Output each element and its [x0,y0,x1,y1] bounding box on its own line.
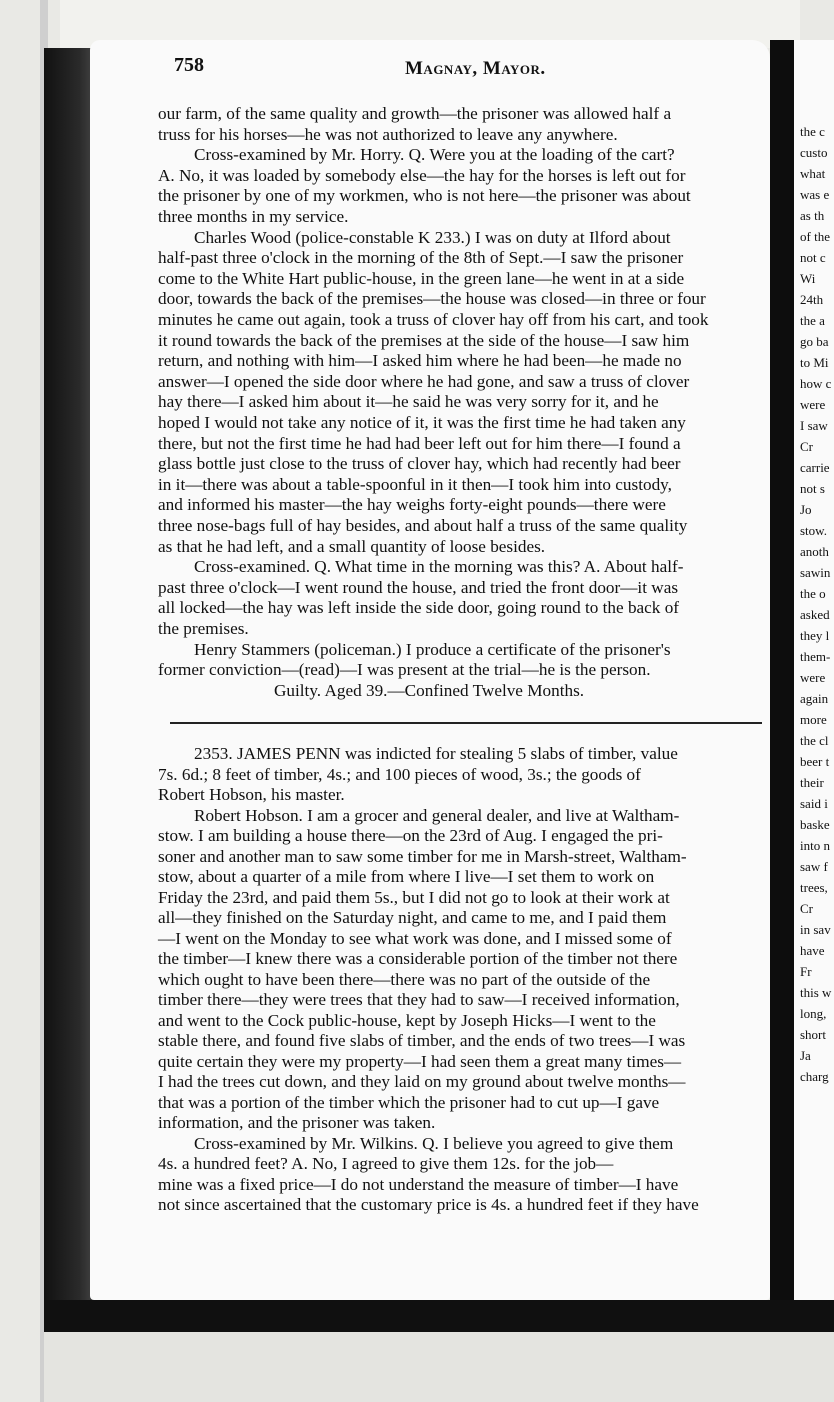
text-line: 2353. JAMES PENN was indicted for stealing 5 slabs of timber, value [194,744,678,763]
text-line: glass bottle just close to the truss of clover hay, which had recently had beer [158,454,681,474]
facing-page-line: charg [800,1069,829,1084]
facing-page-line: the o [800,586,826,601]
facing-page-line: saw f [800,859,828,874]
facing-page-line: not s [800,481,825,496]
facing-page-line: asked [800,607,830,622]
facing-page-line: sawin [800,565,831,580]
facing-page-line: Ja [800,1048,811,1063]
text-line: —I went on the Monday to see what work was done, and I missed some of [158,928,672,948]
text-line: stow. I am building a house there—on the 23rd of Aug. I engaged the pri- [158,826,663,845]
text-line: three nose-bags full of hay besides, and about half a truss of the same quality [158,516,688,535]
facing-page-line: into n [800,838,830,853]
facing-page-line: Wi [800,271,816,286]
facing-page-line: baske [800,817,830,832]
text-line: past three o'clock—I went round the house, and tried the front door—it was [158,577,679,597]
text-line: Robert Hobson, his master. [158,785,345,804]
facing-page-line: how c [800,376,832,391]
text-line: it round towards the back of the premises at the side of the house—I saw him [158,330,690,350]
text-line: Guilty. Aged 39.—Confined Twelve Months. [274,680,585,700]
text-line: all locked—the hay was left inside the side door, going round to the back of [158,598,680,618]
section-divider [170,722,762,724]
text-line: A. No, it was loaded by somebody else—the hay for the horses is left out for [158,165,686,185]
text-line: as that he had left, and a small quantity of loose besides. [158,536,546,556]
text-line: come to the White Hart public-house, in the green lane—he went in at a side [158,268,685,288]
scan-bottom-margin [44,1332,834,1402]
text-line: half-past three o'clock in the morning of the 8th of Sept.—I saw the prisoner [158,248,684,268]
text-line: Cross-examined by Mr. Horry. Q. Were you at the loading of the cart? [194,145,675,165]
text-line: door, towards the back of the premises—the house was closed—in three or four [158,289,706,309]
text-line: there, but not the first time he had had beer left out for him there—I found a [158,433,681,453]
running-title: Magnay, Mayor. [405,58,546,79]
text-line: the timber—I knew there was a considerable portion of the timber not there [158,949,678,968]
book-gutter [770,40,794,1310]
text-line: the prisoner by one of my workmen, who is not here—the prisoner was about [158,186,691,206]
text-line: hay there—I asked him about it—he said he was very sorry for it, and he [158,392,659,412]
facing-page-line: what [800,166,826,181]
facing-page-line: carrie [800,460,830,475]
text-line: that was a portion of the timber which the prisoner had to cut up—I gave [158,1092,660,1112]
facing-page-line: was e [800,187,830,202]
text-line: hoped I would not take any notice of it, it was the first time he had taken any [158,413,686,432]
facing-page-line: this w [800,985,832,1000]
text-line: and went to the Cock public-house, kept by Joseph Hicks—I went to the [158,1010,656,1030]
text-line: minutes he came out again, took a truss of clover hay off from his cart, and took [158,310,709,329]
text-line: answer—I opened the side door where he had gone, and saw a truss of clover [158,371,690,391]
facing-page-line: in sav [800,922,831,937]
facing-page-line: Jo [800,502,812,517]
facing-page-line: stow. [800,523,827,538]
text-line: not since ascertained that the customary price is 4s. a hundred feet if they have [158,1195,699,1214]
text-line: truss for his horses—he was not authorized to leave any anywhere. [158,124,618,144]
facing-page-line: 24th [800,292,824,307]
text-line: the premises. [158,619,249,638]
text-line: return, and nothing with him—I asked him where he had been—he made no [158,351,682,371]
text-line: mine was a fixed price—I do not understand the measure of timber—I have [158,1174,679,1194]
facing-page-line: their [800,775,824,790]
facing-page-line: not c [800,250,826,265]
facing-page-line: they l [800,628,830,643]
facing-page-line: of the [800,229,830,244]
text-line: 7s. 6d.; 8 feet of timber, 4s.; and 100 pieces of wood, 3s.; the goods of [158,764,641,784]
facing-page-line: to Mi [800,355,829,370]
facing-page-line: Cr [800,439,813,454]
page-bottom-shadow [44,1300,834,1332]
facing-page-line: were [800,670,826,685]
text-line: our farm, of the same quality and growth—the prisoner was allowed half a [158,104,672,123]
text-line: Cross-examined. Q. What time in the morning was this? A. About half- [194,557,684,577]
text-line: which ought to have been there—there was no part of the outside of the [158,969,651,989]
facing-page-line: go ba [800,334,829,349]
facing-page-line: trees, [800,880,828,895]
text-line: information, and the prisoner was taken. [158,1113,436,1132]
facing-page-fragment [794,40,834,1310]
facing-page-line: more [800,712,827,727]
text-line: I had the trees cut down, and they laid on my ground about twelve months— [158,1072,686,1091]
facing-page-line: long, [800,1006,827,1021]
text-line: soner and another man to saw some timber for me in Marsh-street, Waltham- [158,846,687,866]
facing-page-line: the c [800,124,825,139]
facing-page-line: were [800,397,826,412]
text-line: in it—there was about a table-spoonful in it then—I took him into custody, [158,474,672,494]
facing-page-line: as th [800,208,825,223]
text-line: Cross-examined by Mr. Wilkins. Q. I believe you agreed to give them [194,1133,674,1153]
text-line: timber there—they were trees that they had to saw—I received information, [158,990,680,1009]
facing-page-line: them- [800,649,831,664]
text-line: 4s. a hundred feet? A. No, I agreed to give them 12s. for the job— [158,1154,614,1173]
facing-page-line: the a [800,313,825,328]
text-line: stable there, and found five slabs of timber, and the ends of two trees—I was [158,1031,686,1050]
text-line: stow, about a quarter of a mile from where I live—I set them to work on [158,867,655,886]
text-line: Robert Hobson. I am a grocer and general dealer, and live at Waltham- [194,805,680,825]
text-line: and informed his master—the hay weighs forty-eight pounds—there were [158,495,666,515]
text-line: Charles Wood (police-constable K 233.) I was on duty at Ilford about [194,227,671,247]
text-line: former conviction—(read)—I was present at the trial—he is the person. [158,660,651,680]
facing-page-line: custo [800,145,828,160]
facing-page-line: short [800,1027,826,1042]
page-number: 758 [174,54,204,76]
text-line: all—they finished on the Saturday night, and came to me, and I paid them [158,908,667,927]
facing-page-line: again [800,691,829,706]
text-line: Henry Stammers (policeman.) I produce a certificate of the prisoner's [194,639,671,659]
text-line: three months in my service. [158,207,349,226]
facing-page-line: Cr [800,901,813,916]
text-line: Friday the 23rd, and paid them 5s., but I did not go to look at their work at [158,887,670,907]
text-line: quite certain they were my property—I had seen them a great many times— [158,1051,682,1071]
facing-page-line: said i [800,796,828,811]
facing-page-line: have [800,943,825,958]
facing-page-line: I saw [800,418,828,433]
facing-page-line: beer t [800,754,830,769]
facing-page-line: Fr [800,964,812,979]
facing-page-line: anoth [800,544,829,559]
facing-page-line: the cl [800,733,829,748]
